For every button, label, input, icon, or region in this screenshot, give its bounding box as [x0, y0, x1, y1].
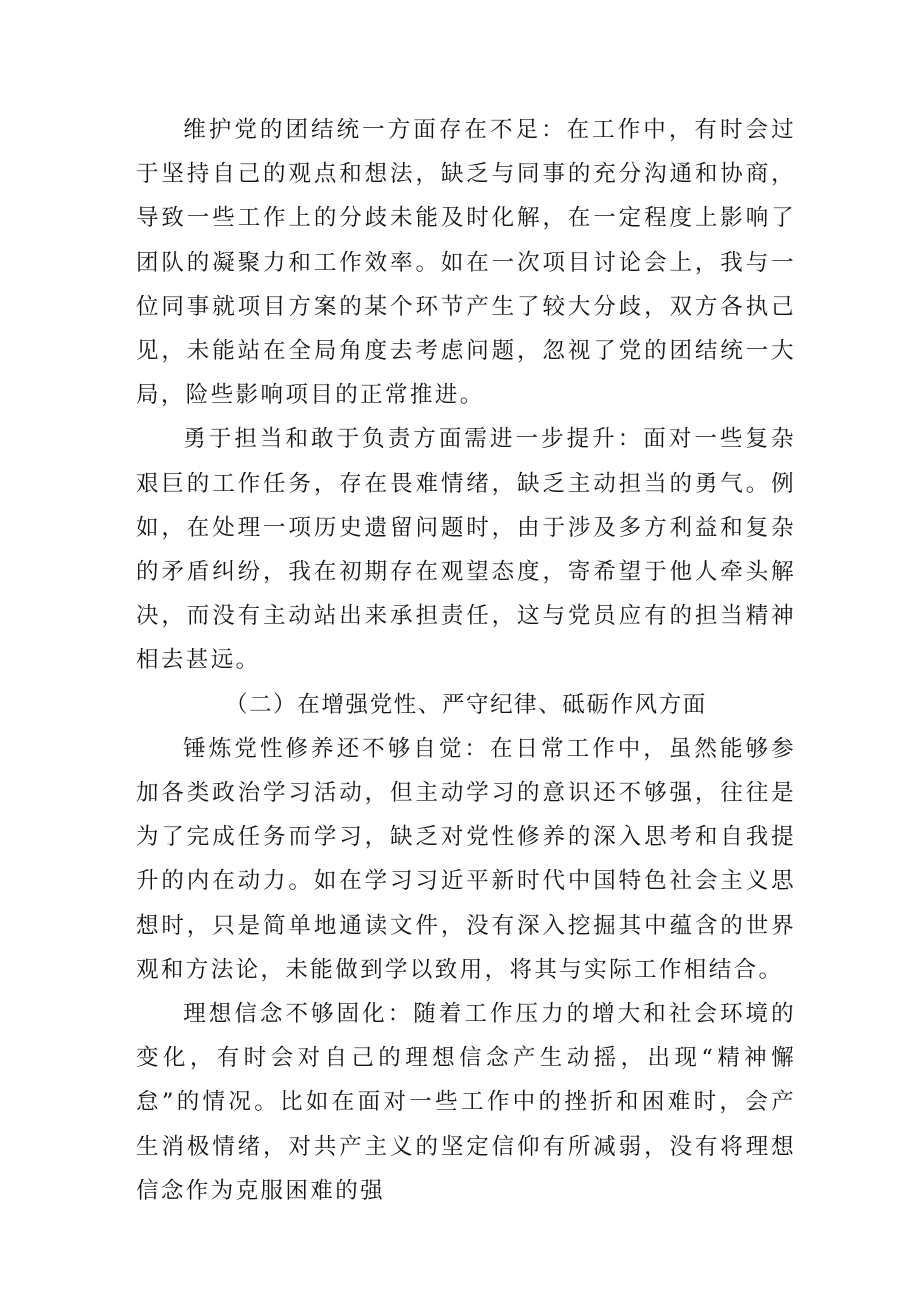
paragraph-ideals: 理想信念不够固化：随着工作压力的增大和社会环境的变化，有时会对自己的理想信念产生动摇，出现“精神懈怠”的情况。比如在面对一些工作中的挫折和困难时，会产生消极情绪，对共产主义的坚定信仰有所减弱，没有将理想信念作为克服困难的强	[136, 1001, 796, 1204]
paragraph-responsibility: 勇于担当和敢于负责方面需进一步提升：面对一些复杂艰巨的工作任务，存在畏难情绪，缺乏主动担当的勇气。例如，在处理一项历史遗留问题时，由于涉及多方利益和复杂的矛盾纠纷，我在初期存在观望态度，寄希望于他人牵头解决，而没有主动站出来承担责任，这与党员应有的担当精神相去甚远。	[136, 426, 796, 674]
document-body	[136, 108, 796, 1213]
section-heading: （二）在增强党性、严守纪律、砥砺作风方面	[224, 691, 707, 718]
paragraph-party-spirit: 锤炼党性修养还不够自觉：在日常工作中，虽然能够参加各类政治学习活动，但主动学习的意识还不够强，往往是为了完成任务而学习，缺乏对党性修养的深入思考和自我提升的内在动力。如在学习习近平新时代中国特色社会主义思想时，只是简单地通读文件，没有深入挖掘其中蕴含的世界观和方法论，未能做到学以致用，将其与实际工作相结合。	[136, 735, 796, 983]
paragraph-unity: 维护党的团结统一方面存在不足：在工作中，有时会过于坚持自己的观点和想法，缺乏与同事的充分沟通和协商，导致一些工作上的分歧未能及时化解，在一定程度上影响了团队的凝聚力和工作效率。如在一次项目讨论会上，我与一位同事就项目方案的某个环节产生了较大分歧，双方各执己见，未能站在全局角度去考虑问题，忽视了党的团结统一大局，险些影响项目的正常推进。	[136, 117, 796, 409]
